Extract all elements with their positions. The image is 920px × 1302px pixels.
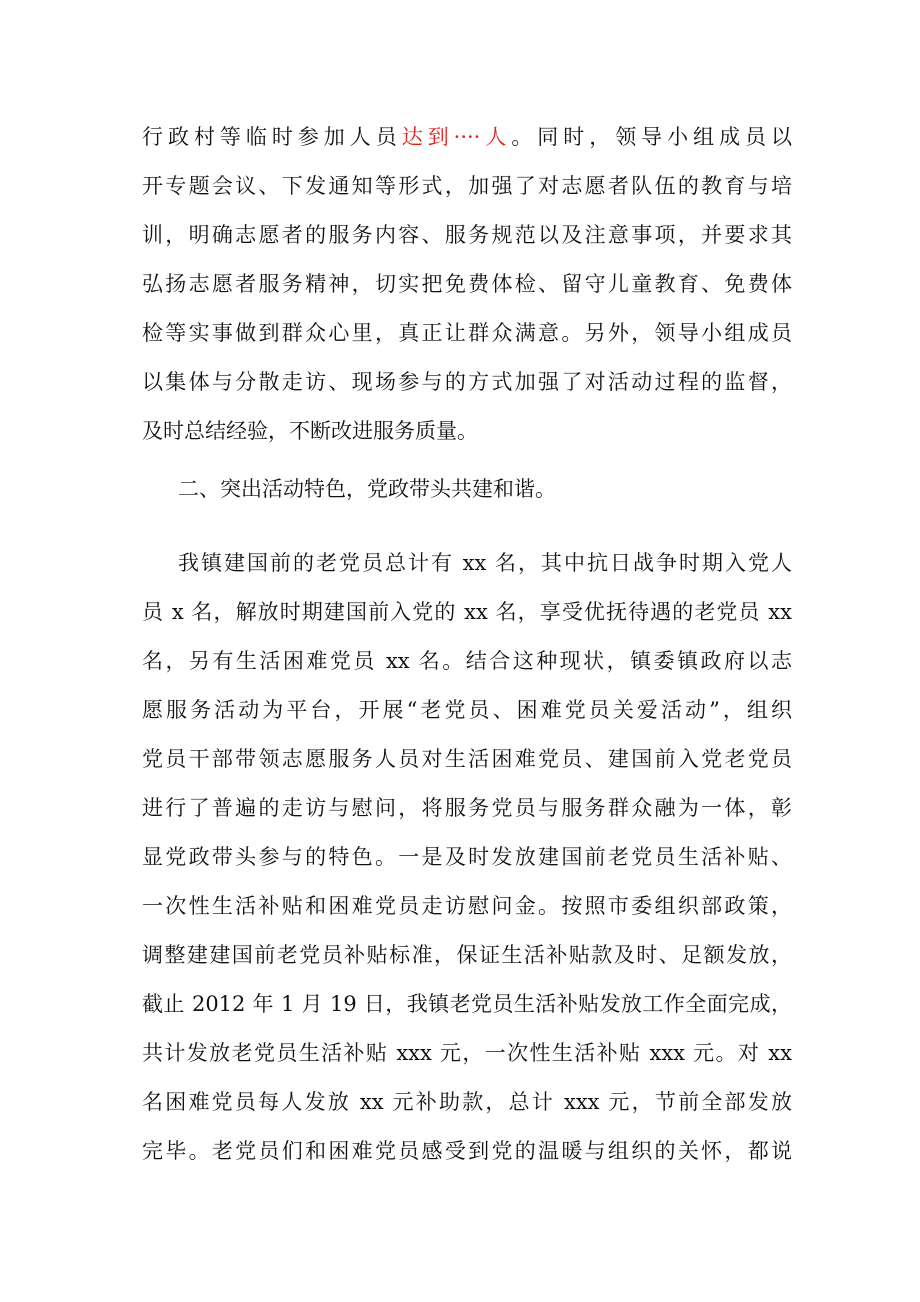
text-line: 共计发放老党员生活补贴 xxx 元，一次性生活补贴 xxx 元。对 xx [142,1041,792,1065]
text-line: 开专题会议、下发通知等形式，加强了对志愿者队伍的教育与培 [142,174,792,198]
text-segment: 。同时，领导小组成员以 [511,125,793,149]
text-line: 一次性生活补贴和困难党员走访慰问金。按照市委组织部政策， [142,894,792,918]
text-line: 以集体与分散走访、现场参与的方式加强了对活动过程的监督， [142,370,792,394]
heading-text: 二、突出活动特色，党政带头共建和谐。 [178,477,556,501]
text-line: 进行了普遍的走访与慰问，将服务党员与服务群众融为一体，彰 [142,796,792,820]
text-line: 弘扬志愿者服务精神，切实把免费体检、留守儿童教育、免费体 [142,272,792,296]
text-line: 名，另有生活困难党员 xx 名。结合这种现状，镇委镇政府以志 [142,649,792,673]
text-line: 愿服务活动为平台，开展“老党员、困难党员关爱活动”，组织 [142,698,792,722]
text-line: 名困难党员每人发放 xx 元补助款，总计 xxx 元，节前全部发放 [142,1090,792,1114]
text-segment: 行政村等临时参加人员 [142,125,402,149]
text-line: 训，明确志愿者的服务内容、服务规范以及注意事项，并要求其 [142,223,792,247]
text-line: 党员干部带领志愿服务人员对生活困难党员、建国前入党老党员 [142,747,792,771]
text-line: 显党政带头参与的特色。一是及时发放建国前老党员生活补贴、 [142,845,792,869]
paragraph-volunteer-training [142,113,792,456]
highlighted-text: 达到····人 [401,125,512,149]
text-line: 员 x 名，解放时期建国前入党的 xx 名，享受优抚待遇的老党员 xx [142,600,792,624]
text-line: 截止 2012 年 1 月 19 日，我镇老党员生活补贴发放工作全面完成， [142,992,792,1016]
section-heading [142,465,792,514]
text-line: 检等实事做到群众心里，真正让群众满意。另外，领导小组成员 [142,321,792,345]
text-line: 调整建建国前老党员补贴标准，保证生活补贴款及时、足额发放， [142,943,792,967]
text-line: 我镇建国前的老党员总计有 xx 名，其中抗日战争时期入党人 [178,551,792,575]
text-line: 完毕。老党员们和困难党员感受到党的温暖与组织的关怀，都说 [142,1139,792,1163]
paragraph-party-members [142,539,792,1176]
text-line [142,113,792,162]
text-line: 及时总结经验，不断改进服务质量。 [142,419,478,443]
